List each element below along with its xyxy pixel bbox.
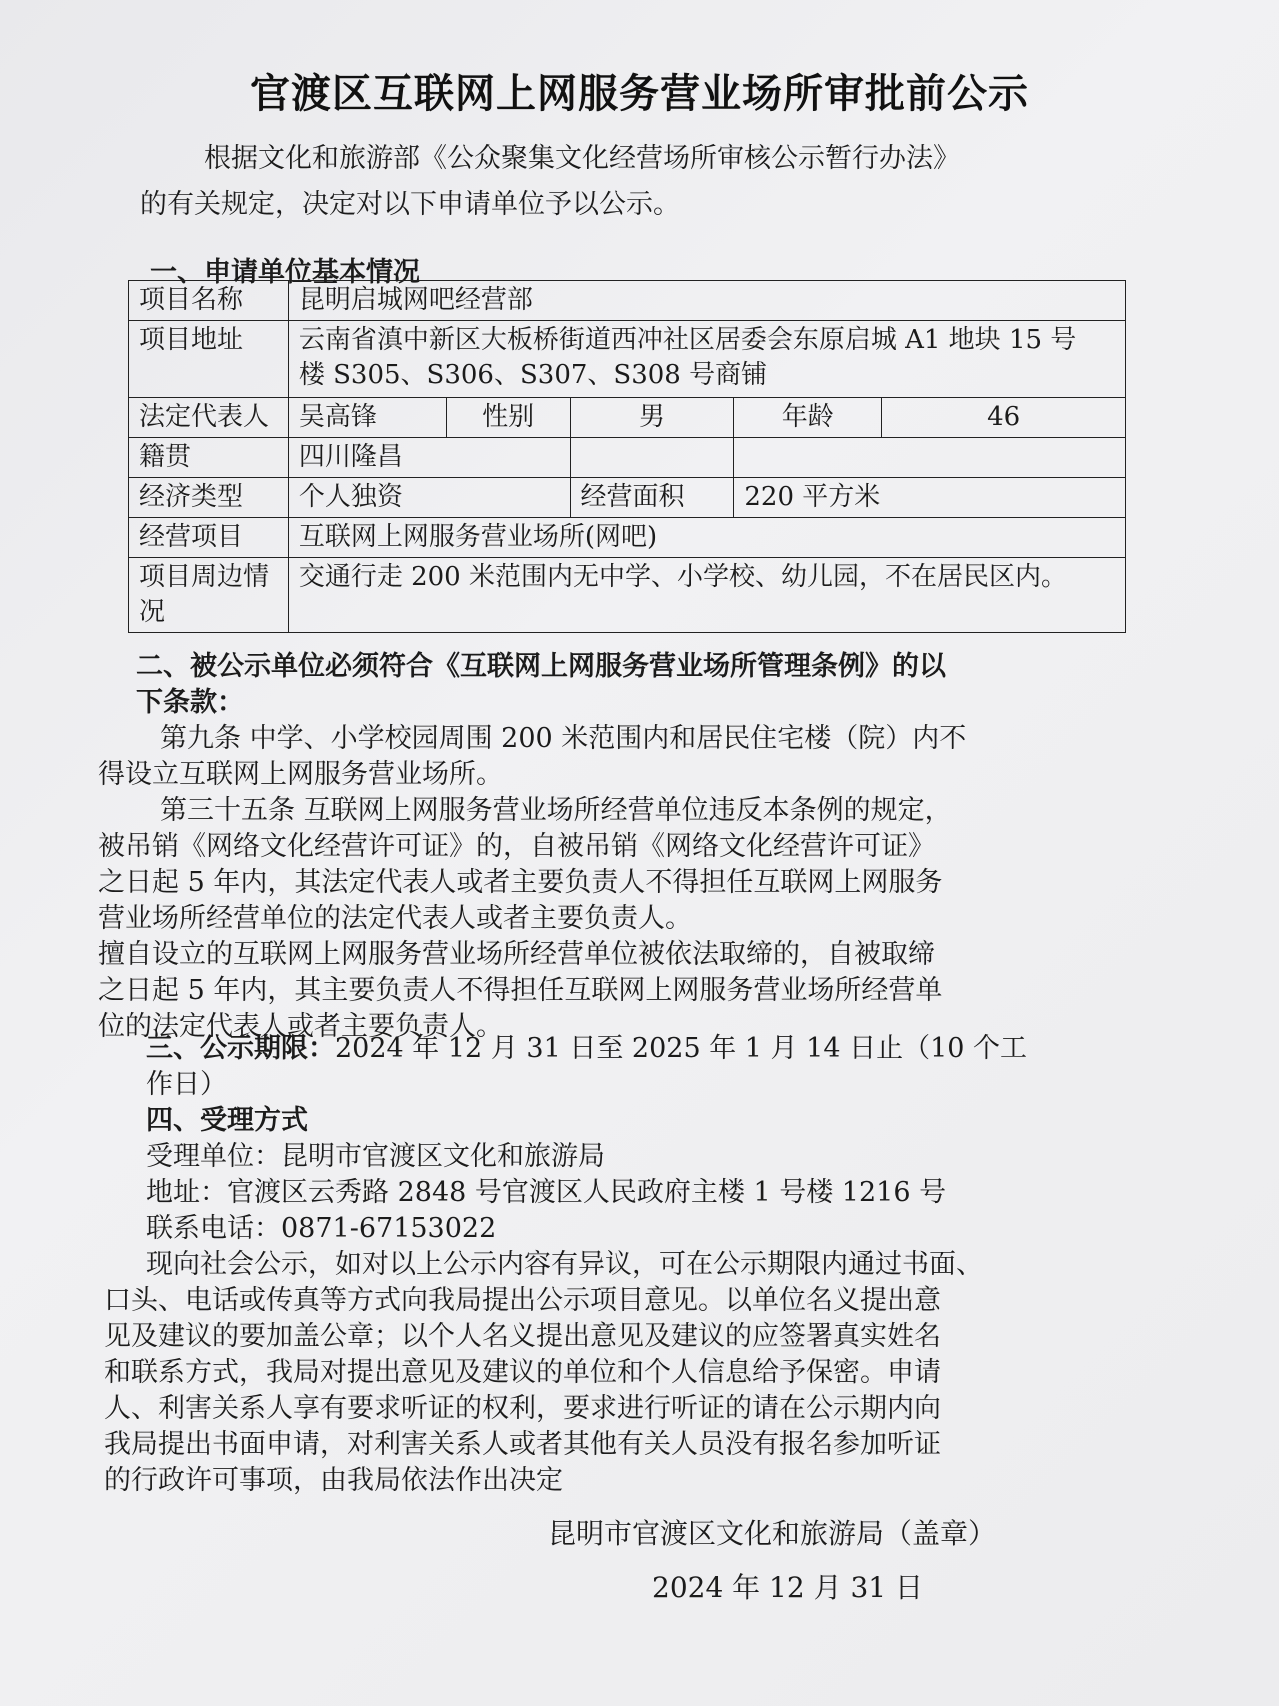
- article35-line-2: 被吊销《网络文化经营许可证》的，自被吊销《网络文化经营许可证》: [98, 831, 935, 862]
- value-business-item: 互联网上网服务营业场所(网吧): [288, 518, 1125, 558]
- contact-phone: 联系电话：0871-67153022: [146, 1213, 497, 1244]
- table-row-origin: [129, 438, 1126, 478]
- section3-line-1: [146, 1030, 1027, 1067]
- label-area: 经营面积: [570, 478, 734, 518]
- article35-line-5: 擅自设立的互联网上网服务营业场所经营单位被依法取缔的，自被取缔: [98, 939, 935, 970]
- surroundings-label-line-2: 况: [139, 597, 166, 627]
- section1-heading: 一、申请单位基本情况: [150, 257, 420, 288]
- article35-line-6: 之日起 5 年内，其主要负责人不得担任互联网上网服务营业场所经营单: [98, 975, 943, 1006]
- label-age: 年龄: [734, 398, 882, 438]
- empty-cell-2: [734, 438, 1126, 478]
- article35-line-7: 位的法定代表人或者主要负责人。: [98, 1011, 503, 1042]
- article35-line-3: 之日起 5 年内，其法定代表人或者主要负责人不得担任互联网上网服务: [98, 867, 943, 898]
- label-legal-rep: 法定代表人: [129, 398, 289, 438]
- surroundings-label-line-1: 项目周边情: [139, 562, 270, 592]
- article9-line-1: 第九条 中学、小学校园周围 200 米范围内和居民住宅楼（院）内不: [160, 723, 967, 754]
- label-business-item: 经营项目: [129, 518, 289, 558]
- value-area: 220 平方米: [734, 478, 1126, 518]
- signature-org: 昆明市官渡区文化和旅游局（盖章）: [548, 1517, 997, 1550]
- label-gender: 性别: [446, 398, 570, 438]
- label-origin: 籍贯: [129, 438, 289, 478]
- notice-line-4: 和联系方式，我局对提出意见及建议的单位和个人信息给予保密。申请: [104, 1357, 941, 1388]
- accepting-address: 地址：官渡区云秀路 2848 号官渡区人民政府主楼 1 号楼 1216 号: [146, 1177, 947, 1208]
- empty-cell-1: [570, 438, 734, 478]
- notice-line-2: 口头、电话或传真等方式向我局提出公示项目意见。以单位名义提出意: [104, 1285, 941, 1316]
- label-project-address: 项目地址: [129, 321, 289, 398]
- address-line-1: 云南省滇中新区大板桥街道西冲社区居委会东原启城 A1 地块 15 号: [298, 325, 1077, 355]
- label-project-name: 项目名称: [129, 281, 289, 321]
- section3-line-2: 作日）: [146, 1069, 227, 1100]
- intro-line-1: 根据文化和旅游部《公众聚集文化经营场所审核公示暂行办法》: [204, 143, 960, 174]
- value-surroundings: 交通行走 200 米范围内无中学、小学校、幼儿园，不在居民区内。: [288, 558, 1125, 633]
- label-surroundings: [129, 558, 289, 633]
- section2-heading-line-1: 二、被公示单位必须符合《互联网上网服务营业场所管理条例》的以: [136, 651, 946, 682]
- value-gender: 男: [570, 398, 734, 438]
- notice-line-7: 的行政许可事项，由我局依法作出决定: [104, 1465, 563, 1496]
- address-line-2: 楼 S305、S306、S307、S308 号商铺: [298, 360, 768, 390]
- notice-line-6: 我局提出书面申请，对利害关系人或者其他有关人员没有报名参加听证: [104, 1429, 941, 1460]
- publicity-period: 2024 年 12 月 31 日至 2025 年 1 月 14 日止（10 个工: [335, 1033, 1028, 1064]
- page-title: 官渡区互联网上网服务营业场所审批前公示: [250, 71, 1029, 117]
- value-age: 46: [882, 398, 1126, 438]
- value-origin: 四川隆昌: [288, 438, 570, 478]
- table-row-representative: [129, 398, 1126, 438]
- notice-line-5: 人、利害关系人享有要求听证的权利，要求进行听证的请在公示期内向: [104, 1393, 941, 1424]
- value-project-address: [288, 321, 1125, 398]
- article35-line-4: 营业场所经营单位的法定代表人或者主要负责人。: [98, 903, 692, 934]
- article9-line-2: 得设立互联网上网服务营业场所。: [98, 759, 503, 790]
- table-row-economy: [129, 478, 1126, 518]
- accepting-unit: 受理单位：昆明市官渡区文化和旅游局: [146, 1141, 605, 1172]
- value-econ-type: 个人独资: [288, 478, 570, 518]
- section3-heading: 三、公示期限：: [146, 1033, 335, 1064]
- notice-line-1: 现向社会公示，如对以上公示内容有异议，可在公示期限内通过书面、: [146, 1249, 983, 1280]
- label-econ-type: 经济类型: [129, 478, 289, 518]
- value-legal-rep: 吴高锋: [288, 398, 446, 438]
- table-row-name: [129, 281, 1126, 321]
- section2-heading-line-2: 下条款：: [136, 687, 244, 718]
- section4-heading: 四、受理方式: [146, 1105, 308, 1136]
- signature-date: 2024 年 12 月 31 日: [652, 1571, 924, 1604]
- table-row-address: [129, 321, 1126, 398]
- intro-line-2: 的有关规定，决定对以下申请单位予以公示。: [140, 189, 680, 220]
- table-row-business: [129, 518, 1126, 558]
- notice-line-3: 见及建议的要加盖公章；以个人名义提出意见及建议的应签署真实姓名: [104, 1321, 941, 1352]
- article35-line-1: 第三十五条 互联网上网服务营业场所经营单位违反本条例的规定，: [160, 795, 952, 826]
- value-project-name: 昆明启城网吧经营部: [288, 281, 1125, 321]
- table-row-surroundings: [129, 558, 1126, 633]
- applicant-info-table: [128, 280, 1126, 633]
